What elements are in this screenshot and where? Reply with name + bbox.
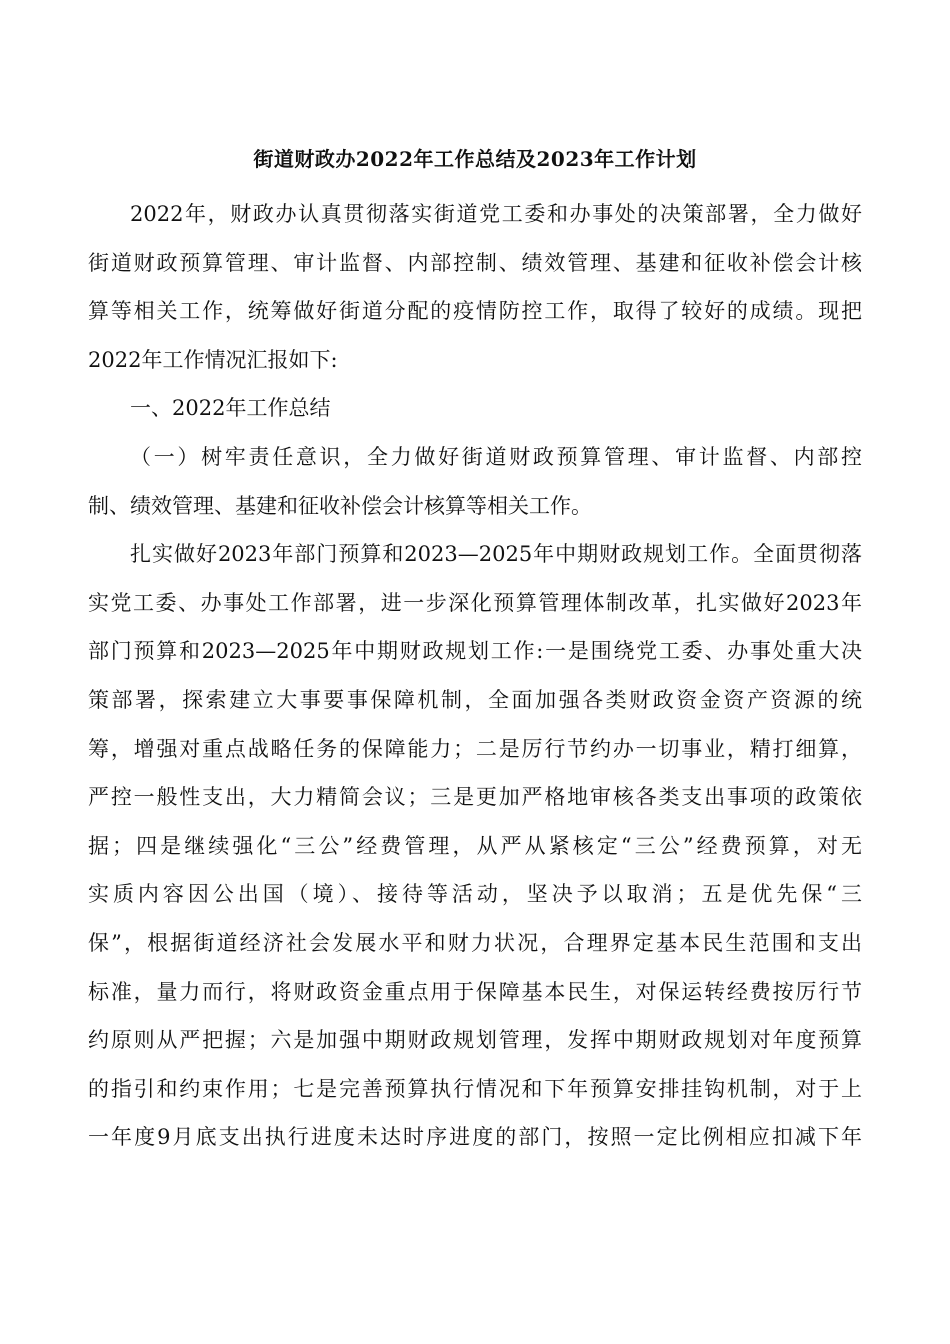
text-line: 算等相关工作，统筹做好街道分配的疫情防控工作，取得了较好的成绩。现把 xyxy=(88,299,862,324)
text-line: 严控一般性支出，大力精简会议；三是更加严格地审核各类支出事项的政策依 xyxy=(88,785,862,810)
paragraph-intro xyxy=(88,190,862,384)
subsection-heading xyxy=(88,433,862,530)
text-line: 扎实做好2023年部门预算和2023—2025年中期财政规划工作。全面贯彻落 xyxy=(130,542,862,567)
text-line: 标准，量力而行，将财政资金重点用于保障基本民生，对保运转经费按厉行节 xyxy=(88,979,862,1004)
text-line: 约原则从严把握；六是加强中期财政规划管理，发挥中期财政规划对年度预算 xyxy=(88,1028,862,1053)
text-line: （一）树牢责任意识，全力做好街道财政预算管理、审计监督、内部控 xyxy=(130,444,862,469)
text-line: 2022年工作情况汇报如下: xyxy=(88,347,338,372)
document-body xyxy=(88,190,862,1162)
text-line: 2022年，财政办认真贯彻落实街道党工委和办事处的决策部署，全力做好 xyxy=(130,202,862,226)
text-line: 筹，增强对重点战略任务的保障能力；二是厉行节约办一切事业，精打细算， xyxy=(88,736,862,761)
text-line: 据；四是继续强化“三公”经费管理，从严从紧核定“三公”经费预算，对无 xyxy=(88,833,862,858)
text-line: 一、2022年工作总结 xyxy=(130,396,331,421)
text-line: 实质内容因公出国（境）、接待等活动，坚决予以取消；五是优先保“三 xyxy=(88,882,862,907)
document-title: 街道财政办2022年工作总结及2023年工作计划 xyxy=(253,147,697,171)
text-line: 一年度9月底支出执行进度未达时序进度的部门，按照一定比例相应扣减下年 xyxy=(88,1125,862,1150)
text-line: 的指引和约束作用；七是完善预算执行情况和下年预算安排挂钩机制，对于上 xyxy=(88,1076,862,1101)
text-line: 部门预算和2023—2025年中期财政规划工作:一是围绕党工委、办事处重大决 xyxy=(88,639,862,664)
text-line: 实党工委、办事处工作部署，进一步深化预算管理体制改革，扎实做好2023年 xyxy=(88,590,862,615)
paragraph-budget xyxy=(88,530,862,1162)
text-line: 街道财政预算管理、审计监督、内部控制、绩效管理、基建和征收补偿会计核 xyxy=(88,250,862,275)
text-line: 策部署，探索建立大事要事保障机制，全面加强各类财政资金资产资源的统 xyxy=(88,687,862,712)
text-line: 制、绩效管理、基建和征收补偿会计核算等相关工作。 xyxy=(88,493,592,518)
section-heading xyxy=(88,384,862,433)
text-line: 保”，根据街道经济社会发展水平和财力状况，合理界定基本民生范围和支出 xyxy=(88,930,862,955)
